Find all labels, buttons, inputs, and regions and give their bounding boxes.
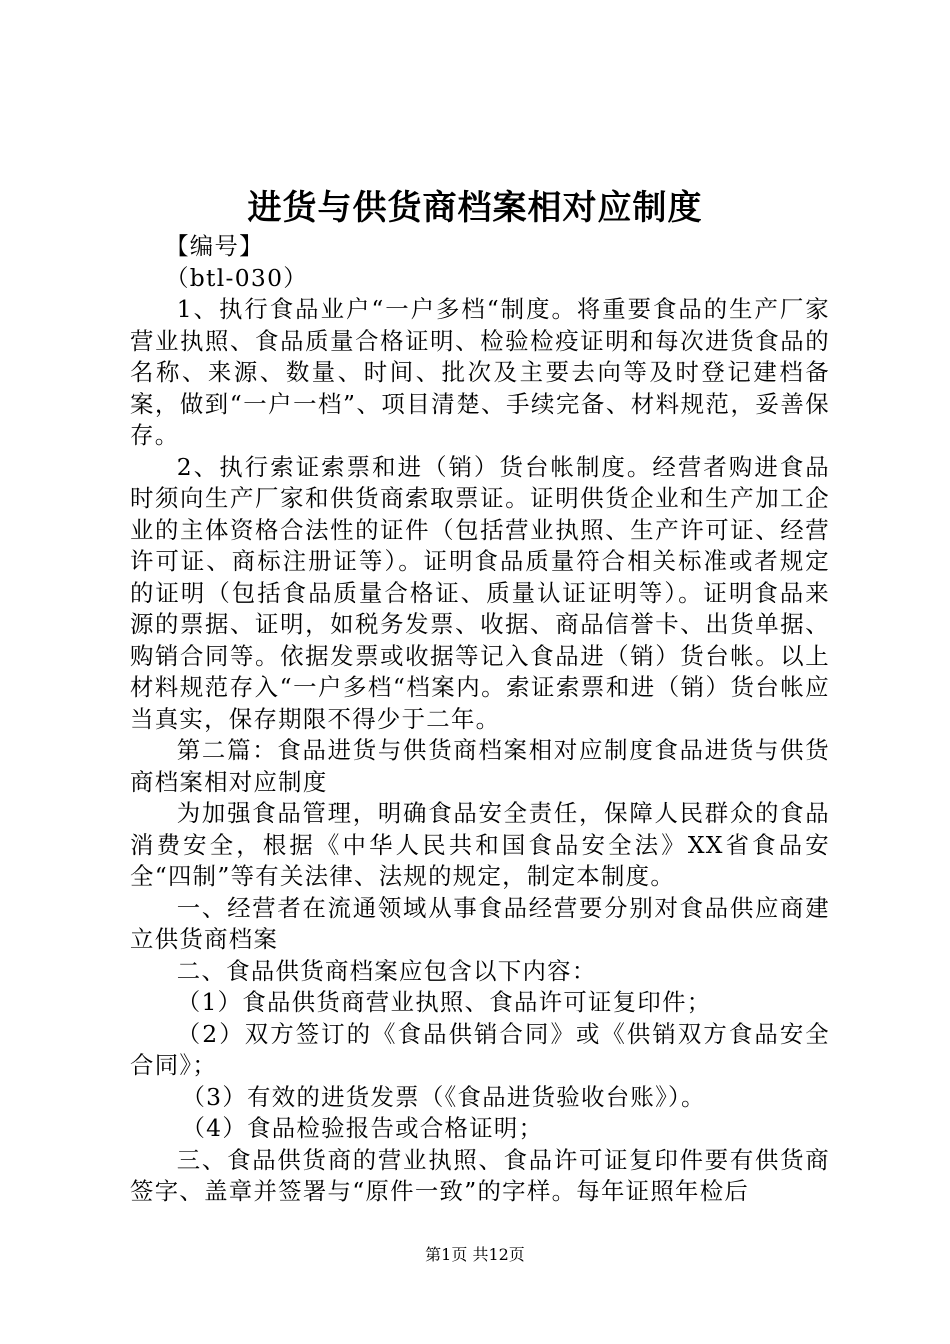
list-item-contract: （2）双方签订的《食品供销合同》或《供销双方食品安全合同》； xyxy=(130,1019,830,1079)
paragraph-purpose: 为加强食品管理，明确食品安全责任，保障人民群众的食品消费安全，根据《中华人民共和国食品安全法》XX省食品安全“四制”等有关法律、法规的规定，制定本制度。 xyxy=(130,799,830,890)
list-item-license: （1）食品供货商营业执照、食品许可证复印件； xyxy=(176,988,712,1016)
document-body xyxy=(130,231,830,1208)
list-item-invoice: （3）有效的进货发票（《食品进货验收台账》）。 xyxy=(181,1082,706,1111)
paragraph-item-3: 三、食品供货商的营业执照、食品许可证复印件要有供货商签字、盖章并签署与“原件一致”的字样。每年证照年检后 xyxy=(130,1145,830,1205)
paragraph-item-1: 一、经营者在流通领域从事食品经营要分别对食品供应商建立供货商档案 xyxy=(130,893,830,953)
page-footer: 第1页 共12页 xyxy=(425,1245,525,1264)
paragraph-item-2: 二、食品供货商档案应包含以下内容： xyxy=(176,956,597,985)
paragraph-2: 2、执行索证索票和进（销）货台帐制度。经营者购进食品时须向生产厂家和供货商索取票证。证明供货企业和生产加工企业的主体资格合法性的证件（包括营业执照、生产许可证、经营许可证、商标注册证等）。证明食品质量符合相关标准或者规定的证明（包括食品质量合格证、质量认证证明等）。证明食品来源的票据、证明，如税务发票、收据、商品信誉卡、出货单据、购销合同等。依据发票或收据等记入食品进（销）货台帐。以上材料规范存入“一户多档“档案内。索证索票和进（销）货台帐应当真实，保存期限不得少于二年。 xyxy=(130,452,830,733)
paragraph-number-label: 【编号】 xyxy=(165,232,264,260)
list-item-inspection: （4）食品检验报告或合格证明； xyxy=(181,1114,544,1142)
paragraph-number-code: （btl-030） xyxy=(165,263,308,292)
document-title: 进货与供货商档案相对应制度 xyxy=(247,188,703,228)
section-heading-part-2: 第二篇：食品进货与供货商档案相对应制度食品进货与供货商档案相对应制度 xyxy=(130,736,830,796)
paragraph-1: 1、执行食品业户“一户多档“制度。将重要食品的生产厂家营业执照、食品质量合格证明、检验检疫证明和每次进货食品的名称、来源、数量、时间、批次及主要去向等及时登记建档备案，做到“一户一档”、项目清楚、手续完备、材料规范，妥善保存。 xyxy=(130,295,830,449)
